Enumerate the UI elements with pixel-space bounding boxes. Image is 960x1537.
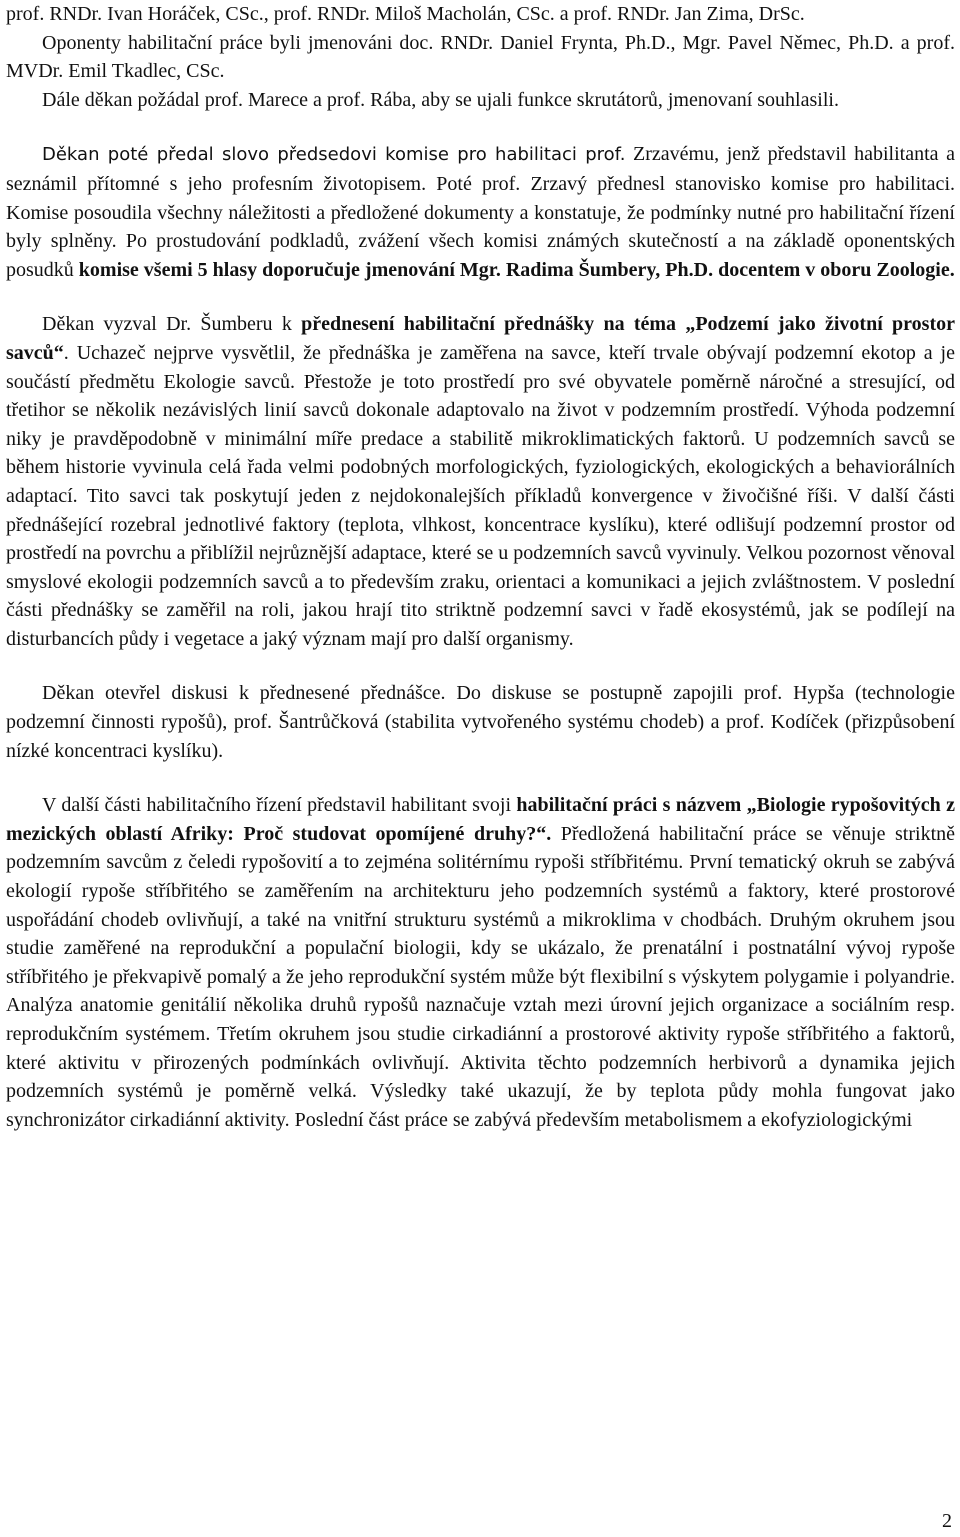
paragraph-gap (6, 284, 955, 310)
paragraph-gap (6, 114, 955, 140)
paragraph-opponents (6, 29, 955, 86)
thesis-title-bold: habilitační práci s názvem „Biologie rypošovitých z mezických oblastí Afriky: Proč studovat opomíjené druhy?“. (6, 794, 955, 845)
thesis-text-part2: Předložená habilitační práce se věnuje striktně podzemním savcům z čeledi rypošovití a to zejména solitérnímu rypoši stříbřitému. První tematický okruh se zabývá ekologií rypoše stříbřitého se zaměřením na architekturu jeho podzemních systémů a faktory, které prostorové uspořádání chodeb ovlivňují, a také na vnitřní strukturu systémů a mikroklima v chodbách. Druhým okruhem jsou studie zaměřené na reprodukční a populační biologii, kdy se ukázalo, že prenatální i postnatální vývoj rypoše stříbřitého je překvapivě pomalý a že jeho reprodukční systém může být flexibilní s výskytem polygamie i polyandrie. Analýza anatomie genitálií několika druhů rypošů naznačuje vztah mezi úrovní jejich organizace a sociálním resp. reprodukčním systémem. Třetím okruhem jsou studie cirkadiánní a prostorové aktivity rypoše stříbřitého a faktorů, které aktivitu v přirozených podmínkách ovlivňují. Aktivita těchto podzemních herbivorů a dynamika jejich podzemních systémů je poměrně velká. Výsledky také ukazují, že by teplota půdy mohla fungovat jako synchronizátor cirkadiánní aktivity. Poslední část práce se zabývá především metabolismem a ekofyziologickými (6, 822, 955, 1131)
report-text-part5: Komise posoudila všechny náležitosti a předložené dokumenty a konstatuje, že podmínky nutné pro habilitační řízení byly splněny. Po prostudování podkladů, zvážení všech komisi známých skutečností a na základě oponentských posudků (6, 201, 955, 281)
thesis-text-part1: V další části habilitačního řízení představil habilitant svoji (42, 794, 517, 817)
discussion-text: Děkan otevřel diskusi k přednesené přednášce. Do diskuse se postupně zapojili prof. Hypša (technologie podzemní činnosti rypošů), prof. Šantrůčková (stabilita vytvořeného systému chodeb) a prof. Kodíček (přizpůsobení nízké koncentraci kyslíku). (6, 682, 955, 762)
report-text-part3: Poté prof. (426, 172, 521, 195)
paragraph-scrutineers (6, 86, 955, 115)
commission-members-text: prof. RNDr. Ivan Horáček, CSc., prof. RNDr. Miloš Macholán, CSc. a prof. RNDr. Jan Zima, DrSc. (6, 3, 805, 25)
scrutineers-text: Dále děkan požádal prof. Marece a prof. Rába, aby se ujali funkce skrutátorů, jmenovaní souhlasili. (42, 88, 839, 111)
paragraph-gap (6, 653, 955, 679)
paragraph-thesis (6, 791, 955, 1134)
lecture-text-part2: . Uchazeč nejprve vysvětlil, že přednáška je zaměřena na savce, kteří trvale obývají podzemní ekotop a je součástí předmětu Ekologie savců. Přestože je toto prostředí pro své obyvatele poměrně náročné a stresující, od třetihor se několik nezávislých linií savců dokonale adaptovalo na život v podzemním prostředí. Výhoda podzemní niky je pravděpodobně v minimální míře predace a stabilitě mikroklimatických faktorů. U podzemních savců se během historie vyvinula celá řada velmi podobných morfologických, fyziologických, ekologických a behaviorálních adaptací. Tito savci tak poskytují jeden z nejdokonalejších příkladů konvergence v živočišné říši. V další části přednášející rozebral jednotlivé faktory (teplota, vlhkost, koncentrace kyslíku), které odlišují podzemní prostor od prostředí na povrchu a přiblížil nejrůznější adaptace, které se u podzemních savců vyvinuly. Velkou pozornost věnoval smyslové ekologii podzemních savců a to především zraku, orientaci a komunikaci a jejich zvláštnostem. V poslední části přednášky se zaměřil na roli, jakou hrají tito striktně podzemní savci v řadě ekosystémů, jak se podílejí na disturbancích půdy i vegetace a jaký význam mají pro další organismy. (6, 341, 955, 650)
report-text-part2: Zrzavému, jenž představil habilitanta a seznámil přítomné s jeho profesním životopisem. (6, 143, 955, 195)
opponents-text: Oponenty habilitační práce byli jmenováni doc. RNDr. Daniel Frynta, Ph.D., Mgr. Pavel Němec, Ph.D. a prof. MVDr. Emil Tkadlec, CSc. (6, 31, 955, 83)
lecture-text-part1: Děkan vyzval Dr. Šumberu k (42, 313, 302, 336)
paragraph-discussion (6, 679, 955, 765)
document-page (6, 0, 955, 1134)
paragraph-gap (6, 765, 955, 791)
paragraph-commission-report (6, 140, 955, 284)
paragraph-lecture (6, 310, 955, 653)
report-text-part4: Zrzavý přednesl stanovisko komise pro habilitaci. (520, 172, 955, 195)
report-recommendation-bold: komise všemi 5 hlasy doporučuje jmenování Mgr. Radima Šumbery, Ph.D. docentem v oboru Zoologie. (78, 258, 955, 281)
page-number: 2 (942, 1510, 952, 1532)
paragraph-commission-members (6, 0, 955, 29)
lecture-title-bold: přednesení habilitační přednášky na téma „Podzemí jako životní prostor savců“ (6, 313, 955, 364)
report-text-part1: Děkan poté předal slovo předsedovi komise pro habilitaci prof. (42, 144, 626, 166)
